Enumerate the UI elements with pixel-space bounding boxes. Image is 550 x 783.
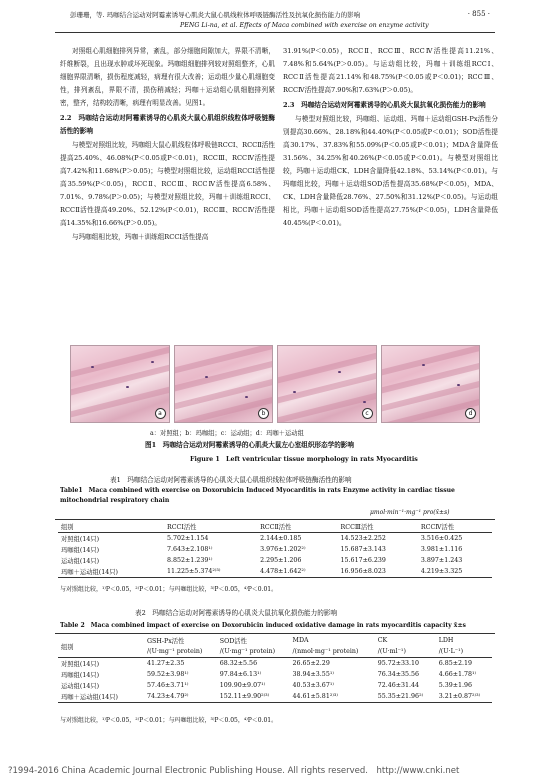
table-cell: 玛咖＋运动组(14只): [61, 569, 119, 576]
table-1-note: 与对照组比较，¹⁾P＜0.05，²⁾P＜0.01；与玛咖组比较，³⁾P＜0.05，⁴⁾P＜0.01。: [60, 586, 278, 593]
table-2-unit: /(U·ml⁻¹): [377, 648, 406, 655]
table-1-header: RCCⅣ活性: [420, 524, 455, 531]
table-cell: 152.11±9.90²⁾³⁾: [219, 693, 270, 700]
table-cell: 38.94±3.55¹⁾: [292, 671, 334, 678]
table-cell: 3.981±1.116: [420, 546, 463, 553]
table-2-unit: /(nmol·mg⁻¹ protein): [292, 648, 359, 655]
table-cell: 对照组(14只): [61, 536, 100, 543]
table-1-header: 组别: [61, 524, 74, 531]
table-cell: 2.295±1.206: [260, 557, 302, 564]
table-2-unit: /(U·L⁻¹): [438, 648, 464, 655]
table-2-header: CK: [377, 637, 388, 644]
table-cell: 68.32±5.56: [219, 660, 258, 667]
table-cell: 16.956±8.023: [340, 568, 386, 575]
table-cell: 72.46±31.44: [377, 682, 420, 689]
table-cell: 4.219±3.325: [420, 568, 463, 575]
table-2-caption: 表2 玛咖结合运动对阿霉素诱导的心肌炎大鼠抗氧化损伤能力的影响: [135, 609, 338, 617]
copyright-footer: ?1994-2016 China Academic Journal Electronic Publishing House. All rights reserved. http://www.cnki.net: [8, 766, 460, 776]
table-2-header: SOD活性: [219, 638, 247, 645]
table-row: [58, 669, 492, 680]
right-paragraph-2: 与模型对照组比较，玛咖组、运动组、玛咖＋运动组GSH-Px活性分别提高30.66%、28.18%和44.40%(P＜0.05或P＜0.01)；SOD活性提高30.17%、37.83%和55.09%(P＜0.05或P＜0.01)；MDA含量降低31.56%、34.25%和40.26%(P＜0.05或P＜0.01)。与模型对照组比较，玛咖＋运动组CK、LDH含量降低42.18%、53.14%(P＜0.01)。与玛咖组比较，玛咖＋运动组SOD活性提高35.68%(P＜0.05)，MDA、CK、LDH含量降低28.76%、27.50%和31.12%(P＜0.05)。与运动组相比，玛咖＋运动组SOD活性提高27.75%(P＜0.05)，LDH含量降低40.45%(P＜0.01)。: [283, 115, 498, 227]
table-cell: 玛咖组(14只): [61, 547, 100, 554]
table-1-caption-english: Table1 Maca combined with exercise on Doxorubicin Induced Myocarditis in rats Enzyme activity in cardiac tissue mitochondrial respiratory chain: [60, 487, 455, 504]
table-2-header-row: [58, 635, 492, 646]
right-column: [283, 45, 498, 231]
table-row: [58, 544, 492, 555]
table-1-top-rule: [55, 519, 495, 520]
table-cell: 14.523±2.252: [340, 535, 386, 542]
table-cell: 74.23±4.79²⁾: [147, 693, 189, 700]
table-cell: 8.852±1.239¹⁾: [167, 557, 213, 564]
table-2-header: 组别: [61, 643, 74, 651]
table-1-header: RCCⅠ活性: [167, 524, 197, 531]
table-row: [58, 680, 492, 691]
figure-1-panels: [70, 345, 480, 423]
histology-panel-c: [277, 345, 377, 423]
left-paragraph-2: 与模型对照组比较，玛咖组大鼠心肌线粒体呼吸链RCCⅠ、RCCⅡ活性提高25.40%、46.08%(P＜0.05或P＜0.01)，RCCⅢ、RCCⅣ活性提高7.42%和11.68%(P＞0.05)；与模型对照组比较，运动组RCCⅠ活性提高35.59%(P＜0.05)，RCCⅡ、RCCⅢ、RCCⅣ活性提高6.58%、7.01%、9.78%(P＞0.05)；与模型对照组比较，玛咖＋训练组RCCⅠ、RCCⅡ活性提高49.20%、52.12%(P＜0.01)，RCCⅢ、RCCⅣ活性提高14.35%和16.66%(P＞0.05)。: [60, 141, 275, 227]
table-cell: 59.52±3.98¹⁾: [147, 671, 189, 678]
panel-label-d: d: [465, 408, 476, 419]
table-2-caption-english: Table 2 Maca combined impact of exercise on Doxorubicin induced oxidative damage in rats myocarditis capacity x̄±s: [60, 622, 466, 629]
table-1-header-row: [58, 521, 492, 533]
running-header: 彭珊珊，等. 玛咖结合运动对阿霉素诱导心肌炎大鼠心肌线粒体呼吸链酶活性及抗氧化损伤能力的影响: [70, 11, 361, 19]
table-cell: 2.144±0.185: [260, 535, 302, 542]
histology-panel-b: [174, 345, 274, 423]
table-cell: 97.84±6.13¹⁾: [219, 671, 262, 678]
table-cell: 26.65±2.29: [292, 660, 330, 667]
table-2-top-rule: [55, 633, 495, 634]
table-cell: 7.643±2.108¹⁾: [167, 546, 213, 553]
table-cell: 4.66±1.78¹⁾: [438, 671, 477, 678]
table-cell: 109.90±9.07¹⁾: [219, 682, 266, 689]
table-2: [58, 635, 492, 703]
table-row: [58, 566, 492, 578]
table-cell: 3.21±0.87²⁾³⁾: [438, 693, 481, 700]
panel-label-c: c: [362, 408, 373, 419]
table-cell: 76.34±35.56: [377, 671, 420, 678]
panel-label-a: a: [155, 408, 166, 419]
left-column: [60, 45, 275, 245]
table-cell: 3.976±1.202²⁾: [260, 546, 306, 553]
histology-panel-d: [381, 345, 481, 423]
figure-1-caption: 图1 玛咖结合运动对阿霉素诱导的心肌炎大鼠左心室组织形态学的影响: [145, 441, 354, 449]
section-2-2-heading: 2.2 玛咖结合运动对阿霉素诱导的心肌炎大鼠心肌组织线粒体呼吸链酶活性的影响: [60, 114, 275, 135]
table-cell: 玛咖＋运动组(14只): [61, 694, 119, 701]
table-row: [58, 691, 492, 703]
table-cell: 对照组(14只): [61, 661, 100, 668]
table-cell: 55.35±21.96²⁾: [377, 693, 424, 700]
table-1-header: RCCⅡ活性: [260, 524, 292, 531]
table-1-header: RCCⅢ活性: [340, 524, 374, 531]
table-cell: 41.27±2.35: [147, 660, 185, 667]
table-2-unit: /(U·mg⁻¹ protein): [147, 648, 203, 655]
table-cell: 5.702±1.154: [167, 535, 209, 542]
table-cell: 运动组(14只): [61, 558, 100, 565]
table-cell: 运动组(14只): [61, 683, 100, 690]
table-row: [58, 658, 492, 670]
table-1-unit: μmol·min⁻¹·mg⁻¹ pro(x̄±s): [370, 509, 450, 516]
page-number: · 855 ·: [467, 10, 490, 18]
table-cell: 57.46±3.71¹⁾: [147, 682, 189, 689]
table-1-caption: 表1 玛咖结合运动对阿霉素诱导的心肌炎大鼠心肌组织线粒体呼吸链酶活性的影响: [110, 476, 352, 484]
table-cell: 15.617±6.239: [340, 557, 386, 564]
table-cell: 44.61±5.81²⁾³⁾: [292, 693, 338, 700]
table-row: [58, 555, 492, 566]
figure-1-caption-english: Figure 1 Left ventricular tissue morphology in rats Myocarditis: [190, 456, 418, 463]
table-cell: 3.897±1.243: [420, 557, 463, 564]
table-cell: 11.225±5.374²⁾³⁾: [167, 568, 221, 575]
table-cell: 5.39±1.96: [438, 682, 473, 689]
section-2-3-heading: 2.3 玛咖结合运动对阿霉素诱导的心肌炎大鼠抗氧化损伤能力的影响: [283, 101, 486, 109]
table-cell: 95.72±33.10: [377, 660, 420, 667]
table-2-header: LDH: [438, 637, 454, 644]
table-row: [58, 533, 492, 545]
table-cell: 6.85±2.19: [438, 660, 473, 667]
table-cell: 40.53±3.67¹⁾: [292, 682, 334, 689]
table-1: [58, 521, 492, 578]
left-paragraph-1: 对照组心肌细胞排列异常，紊乱，部分细胞间隙加大，界限不清晰，纤维断裂，且出现水肿或坏死现象。玛咖组细胞排列较对照组整齐，心肌细胞界限清晰，损伤程度减轻，病理有很大改善；运动组少量心肌细胞变性，排列紊乱，界限不清，损伤稍减轻；玛咖＋运动组心肌细胞排列紧密，整齐，结构较清晰，病理有明显改善。见图1。: [60, 47, 275, 107]
table-cell: 玛咖组(14只): [61, 672, 100, 679]
table-2-unit: /(U·mg⁻¹ protein): [219, 648, 276, 655]
panel-label-b: b: [258, 408, 269, 419]
table-cell: 3.516±0.425: [420, 535, 463, 542]
histology-panel-a: [70, 345, 170, 423]
table-cell: 4.478±1.642²⁾: [260, 568, 306, 575]
table-cell: 15.687±3.143: [340, 546, 386, 553]
table-2-header: MDA: [292, 637, 309, 644]
table-2-header: GSH-Px活性: [147, 638, 185, 645]
right-paragraph-1: 31.91%(P＜0.05)，RCCⅡ、RCCⅢ、RCCⅣ活性提高11.21%、7.48%和5.64%(P＞0.05)。与运动组比较，玛咖＋训练组RCCⅠ、RCCⅡ活性提高21.14%和48.75%(P＜0.05或P＜0.01)；RCCⅢ、RCCⅣ活性提高7.90%和7.63%(P＞0.05)。: [283, 47, 498, 94]
left-paragraph-3: 与玛咖组相比较，玛咖＋训练组RCCⅠ活性提高: [72, 233, 209, 241]
english-running-header: PENG Li-na, et al. Effects of Maca combined with exercise on enzyme activity: [180, 22, 429, 29]
header-rule: [55, 32, 495, 33]
table-2-note: 与对照组比较，¹⁾P＜0.05，²⁾P＜0.01；与玛咖组比较，³⁾P＜0.05，⁴⁾P＜0.01。: [60, 717, 278, 724]
figure-1-sublabels: a：对照组；b：玛咖组；c：运动组；d：玛咖＋运动组: [150, 430, 304, 437]
